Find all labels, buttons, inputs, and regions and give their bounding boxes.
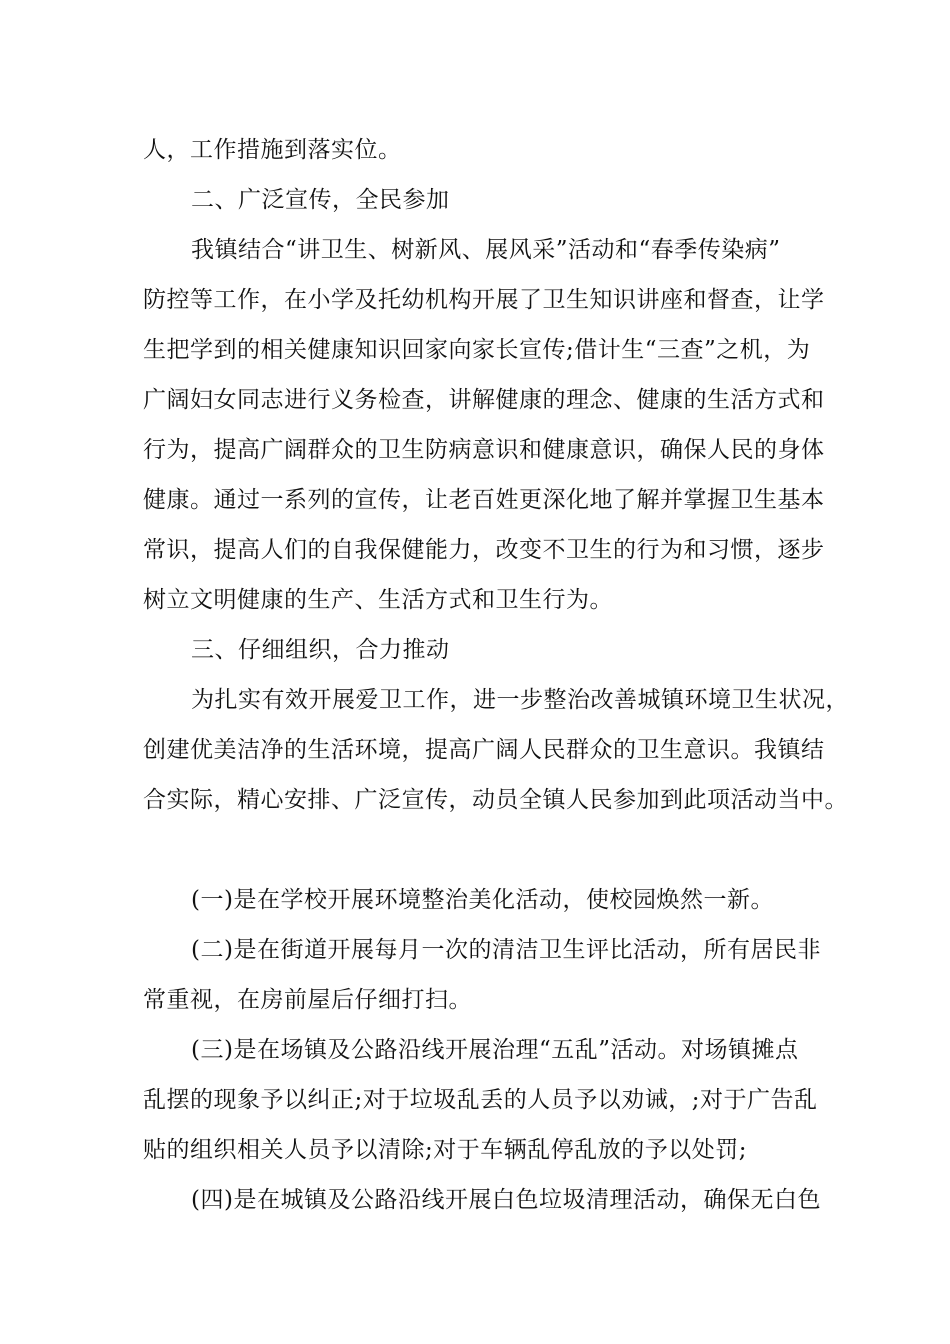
paragraph-first-line: 我镇结合“讲卫生、树新风、展风采”活动和“春季传染病” (191, 237, 781, 263)
section-heading: 三、仔细组织，合力推动 (191, 637, 450, 663)
body-text-line: 常识，提高人们的自我保健能力，改变不卫生的行为和习惯，逐步 (143, 537, 825, 563)
body-text-line: 广阔妇女同志进行义务检查，讲解健康的理念、健康的生活方式和 (143, 387, 825, 413)
section-heading: 二、广泛宣传，全民参加 (191, 187, 450, 213)
list-item: (一)是在学校开展环境整治美化活动，使校园焕然一新。 (191, 887, 774, 913)
body-text-line: 贴的组织相关人员予以清除;对于车辆乱停乱放的予以处罚; (143, 1137, 747, 1163)
body-text-line: 常重视，在房前屋后仔细打扫。 (143, 987, 472, 1013)
body-text-line: 行为，提高广阔群众的卫生防病意识和健康意识，确保人民的身体 (143, 437, 825, 463)
list-item: (二)是在街道开展每月一次的清洁卫生评比活动，所有居民非 (191, 937, 821, 963)
body-text-line: 生把学到的相关健康知识回家向家长宣传;借计生“三查”之机，为 (143, 337, 811, 363)
paragraph-first-line: 为扎实有效开展爱卫工作，进一步整治改善城镇环境卫生状况， (191, 687, 849, 713)
list-item: (三)是在场镇及公路沿线开展治理“五乱”活动。对场镇摊点 (191, 1037, 799, 1063)
body-text-line: 合实际，精心安排、广泛宣传，动员全镇人民参加到此项活动当中。 (143, 787, 848, 813)
list-item: (四)是在城镇及公路沿线开展白色垃圾清理活动，确保无白色 (191, 1187, 821, 1213)
body-text-line: 健康。通过一系列的宣传，让老百姓更深化地了解并掌握卫生基本 (143, 487, 825, 513)
body-text-line: 创建优美洁净的生活环境，提高广阔人民群众的卫生意识。我镇结 (143, 737, 825, 763)
body-text-line: 树立文明健康的生产、生活方式和卫生行为。 (143, 587, 613, 613)
body-text-line: 乱摆的现象予以纠正;对于垃圾乱丢的人员予以劝诫，;对于广告乱 (143, 1087, 818, 1113)
body-text-line: 防控等工作，在小学及托幼机构开展了卫生知识讲座和督查，让学 (143, 287, 825, 313)
body-text-line: 人，工作措施到落实位。 (143, 137, 402, 163)
